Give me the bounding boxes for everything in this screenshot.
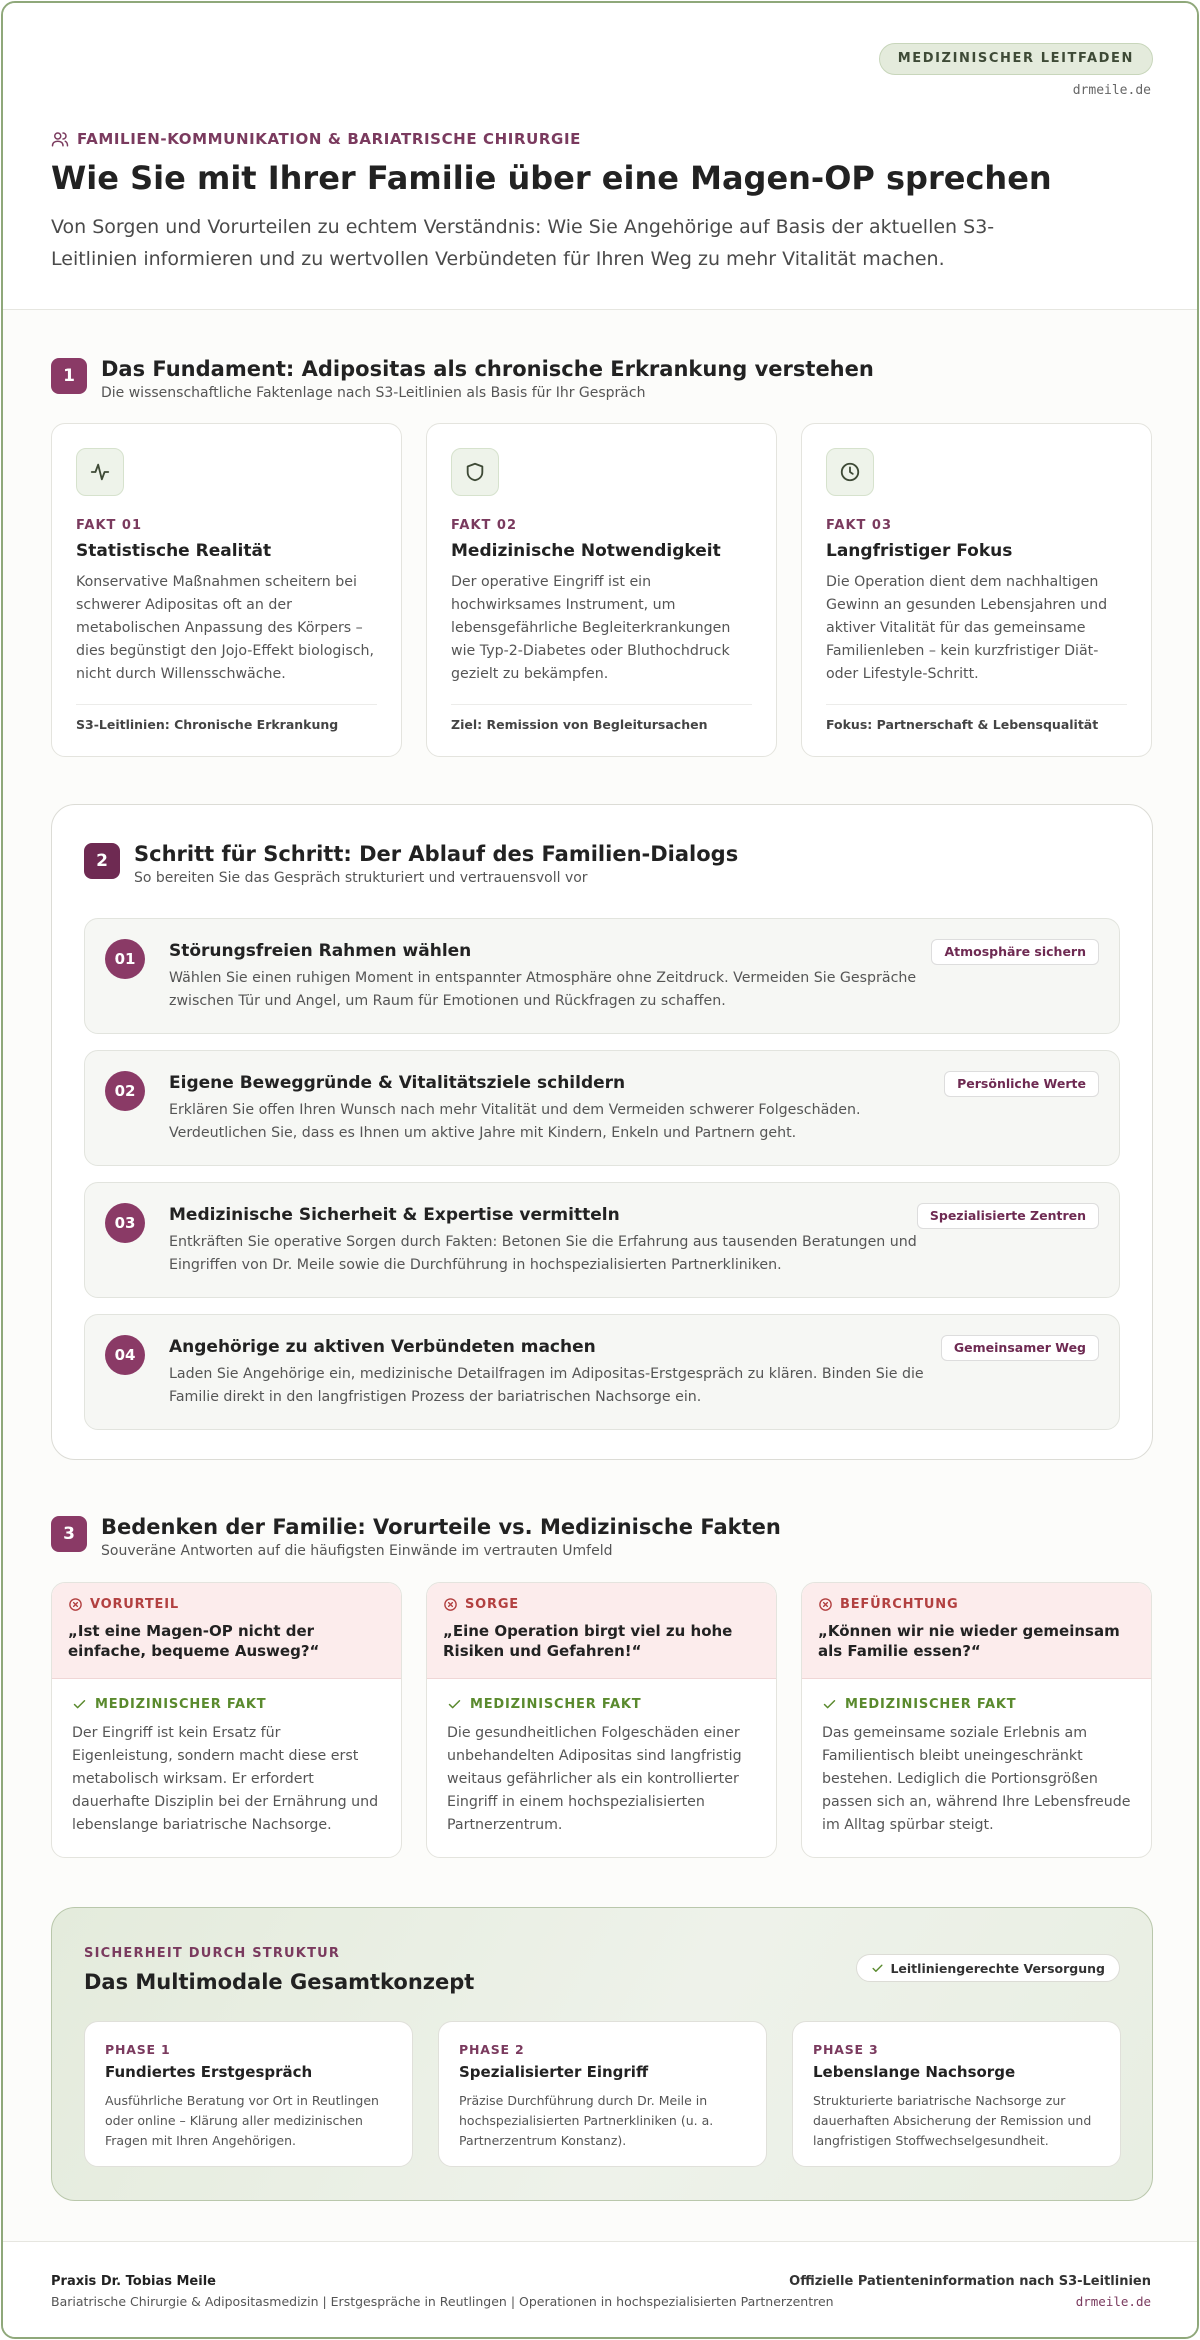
phase-card-2 <box>438 2021 767 2167</box>
phase-card-3 <box>792 2021 1121 2167</box>
fact-title: Statistische Realität <box>76 541 272 561</box>
fact-title: Medizinische Notwendigkeit <box>451 541 721 561</box>
step-item <box>84 1182 1120 1298</box>
concern-label: BEFÜRCHTUNG <box>840 1597 959 1612</box>
fact-card-1 <box>51 423 402 757</box>
check-icon <box>822 1697 837 1712</box>
section2-subtitle: So bereiten Sie das Gespräch strukturiert und vertrauensvoll vor <box>134 870 588 886</box>
medical-fact-label: MEDIZINISCHER FAKT <box>95 1697 267 1712</box>
shield-icon <box>464 461 486 483</box>
phase-card-1 <box>84 2021 413 2167</box>
step-tag: Spezialisierte Zentren <box>917 1203 1099 1229</box>
phase-title: Spezialisierter Eingriff <box>459 2063 649 2081</box>
step-number: 04 <box>105 1335 145 1375</box>
medical-fact-label: MEDIZINISCHER FAKT <box>845 1697 1017 1712</box>
concern-label: SORGE <box>465 1597 519 1612</box>
footer-practice-name: Praxis Dr. Tobias Meile <box>51 2274 216 2289</box>
concern-question: „Können wir nie wieder gemeinsam als Familie essen?“ <box>818 1622 1120 1660</box>
phase-title: Fundiertes Erstgespräch <box>105 2063 313 2081</box>
concept-kicker: SICHERHEIT DURCH STRUKTUR <box>84 1946 341 1961</box>
fact-text: Konservative Maßnahmen scheitern bei schwerer Adipositas oft an der metabolischen Anpassung des Körpers – dies begünstigt den Jojo-Effekt biologisch, nicht durch Willensschwäche. <box>76 574 375 682</box>
phase-text: Ausführliche Beratung vor Ort in Reutlingen oder online – Klärung aller medizinischen Fragen mit Ihren Angehörigen. <box>105 2093 379 2148</box>
users-icon <box>51 130 69 148</box>
section1-title: Das Fundament: Adipositas als chronische Erkrankung verstehen <box>101 357 874 381</box>
section3-number: 3 <box>51 1516 87 1552</box>
step-title: Angehörige zu aktiven Verbündeten machen <box>169 1337 596 1357</box>
fact-label: FAKT 03 <box>826 518 893 533</box>
step-tag: Atmosphäre sichern <box>931 939 1099 965</box>
section1-subtitle: Die wissenschaftliche Faktenlage nach S3-Leitlinien als Basis für Ihr Gespräch <box>101 385 646 401</box>
header-kicker <box>51 130 581 148</box>
concern-answer: Die gesundheitlichen Folgeschäden einer unbehandelten Adipositas sind langfristig weitaus gefährlicher als ein kontrollierter Eingriff in einem hochspezialisierten Partnerzentrum. <box>447 1725 742 1833</box>
header <box>3 3 1199 310</box>
check-icon <box>447 1697 462 1712</box>
section2-heading <box>84 841 738 886</box>
footer-info: Offizielle Patienteninformation nach S3-Leitlinien <box>789 2274 1151 2289</box>
phase-label: PHASE 1 <box>105 2042 171 2057</box>
fact-footer: S3-Leitlinien: Chronische Erkrankung <box>76 704 377 732</box>
fact-card-3 <box>801 423 1152 757</box>
step-text: Wählen Sie einen ruhigen Moment in entspannter Atmosphäre ohne Zeitdruck. Vermeiden Sie Gespräche zwischen Tür und Angel, um Raum für Emotionen und Rückfragen zu schaffen. <box>169 970 917 1009</box>
concern-card-1 <box>51 1582 402 1858</box>
step-text: Erklären Sie offen Ihren Wunsch nach mehr Vitalität und dem Vermeiden schwerer Folgeschäden. Verdeutlichen Sie, dass es Ihnen um aktive Jahre mit Kindern, Enkeln und Partnern geht. <box>169 1102 861 1141</box>
fact-card-2 <box>426 423 777 757</box>
guide-badge: MEDIZINISCHER LEITFADEN <box>879 43 1153 75</box>
section3-heading <box>51 1514 781 1559</box>
section2-number: 2 <box>84 843 120 879</box>
step-tag: Persönliche Werte <box>944 1071 1099 1097</box>
concern-question: „Ist eine Magen-OP nicht der einfache, bequeme Ausweg?“ <box>68 1622 320 1660</box>
header-domain: drmeile.de <box>1072 83 1151 98</box>
section2-title: Schritt für Schritt: Der Ablauf des Familien-Dialogs <box>134 842 739 866</box>
x-circle-icon <box>818 1597 833 1612</box>
fact-text: Die Operation dient dem nachhaltigen Gewinn an gesunden Lebensjahren und aktiver Vitalität für das gemeinsame Familienleben – kein kurzfristiger Diät- oder Lifestyle-Schritt. <box>826 574 1108 682</box>
step-item <box>84 918 1120 1034</box>
section1-heading <box>51 356 874 401</box>
section1-number: 1 <box>51 358 87 394</box>
step-number: 01 <box>105 939 145 979</box>
step-number: 02 <box>105 1071 145 1111</box>
phase-text: Strukturierte bariatrische Nachsorge zur dauerhaften Absicherung der Remission und langfristigen Stoffwechselgesundheit. <box>813 2093 1092 2148</box>
page-frame <box>1 1 1199 2339</box>
section3-title: Bedenken der Familie: Vorurteile vs. Medizinische Fakten <box>101 1515 781 1539</box>
step-title: Störungsfreien Rahmen wählen <box>169 941 472 961</box>
step-tag: Gemeinsamer Weg <box>941 1335 1099 1361</box>
concern-answer: Der Eingriff ist kein Ersatz für Eigenleistung, sondern macht diese erst metabolisch wirksam. Er erfordert dauerhafte Disziplin bei der Ernährung und lebenslange bariatrische Nachsorge. <box>72 1725 379 1833</box>
fact-label: FAKT 01 <box>76 518 143 533</box>
fact-footer: Fokus: Partnerschaft & Lebensqualität <box>826 704 1127 732</box>
concept-panel <box>51 1907 1153 2201</box>
phase-title: Lebenslange Nachsorge <box>813 2063 1016 2081</box>
step-title: Eigene Beweggründe & Vitalitätsziele schildern <box>169 1073 626 1093</box>
step-text: Entkräften Sie operative Sorgen durch Fakten: Betonen Sie die Erfahrung aus tausenden Beratungen und Eingriffen von Dr. Meile sowie die Durchführung in hochspezialisierten Partnerkliniken. <box>169 1234 917 1273</box>
dialog-steps-panel <box>51 804 1153 1460</box>
medical-fact-label: MEDIZINISCHER FAKT <box>470 1697 642 1712</box>
concern-question: „Eine Operation birgt viel zu hohe Risiken und Gefahren!“ <box>443 1622 733 1660</box>
footer <box>3 2241 1199 2339</box>
fact-label: FAKT 02 <box>451 518 518 533</box>
x-circle-icon <box>68 1597 83 1612</box>
phase-text: Präzise Durchführung durch Dr. Meile in hochspezialisierten Partnerkliniken (u. a. Partnerzentrum Konstanz). <box>459 2093 714 2148</box>
phase-label: PHASE 2 <box>459 2042 525 2057</box>
guideline-badge-text: Leitliniengerechte Versorgung <box>890 1960 1105 1976</box>
phase-label: PHASE 3 <box>813 2042 879 2057</box>
fact-footer: Ziel: Remission von Begleitursachen <box>451 704 752 732</box>
step-item <box>84 1314 1120 1430</box>
section3-subtitle: Souveräne Antworten auf die häufigsten Einwände im vertrauten Umfeld <box>101 1543 613 1559</box>
concern-card-2 <box>426 1582 777 1858</box>
footer-domain-link[interactable]: drmeile.de <box>1075 2294 1151 2309</box>
concern-card-3 <box>801 1582 1152 1858</box>
step-text: Laden Sie Angehörige ein, medizinische Detailfragen im Adipositas-Erstgespräch zu klären. Binden Sie die Familie direkt in den langfristigen Prozess der bariatrischen Nachsorge ein. <box>169 1366 924 1405</box>
activity-icon <box>89 461 111 483</box>
footer-description: Bariatrische Chirurgie & Adipositasmedizin | Erstgespräche in Reutlingen | Operationen in hochspezialisierten Partnerzentren <box>51 2294 834 2309</box>
step-item <box>84 1050 1120 1166</box>
guideline-badge <box>856 1954 1120 1982</box>
concept-title: Das Multimodale Gesamtkonzept <box>84 1970 475 1994</box>
fact-text: Der operative Eingriff ist ein hochwirksames Instrument, um lebensgefährliche Begleiterkrankungen wie Typ-2-Diabetes oder Bluthochdruck gezielt zu bekämpfen. <box>451 574 731 682</box>
step-number: 03 <box>105 1203 145 1243</box>
concern-answer: Das gemeinsame soziale Erlebnis am Familientisch bleibt uneingeschränkt bestehen. Lediglich die Portionsgrößen passen sich an, während Ihre Lebensfreude im Alltag spürbar steigt. <box>822 1725 1131 1833</box>
page-lead: Von Sorgen und Vorurteilen zu echtem Verständnis: Wie Sie Angehörige auf Basis der aktuellen S3-Leitlinien informieren und zu wertvollen Verbündeten für Ihren Weg zu mehr Vitalität machen. <box>51 216 995 270</box>
page-title: Wie Sie mit Ihrer Familie über eine Magen-OP sprechen <box>51 159 1052 197</box>
fact-title: Langfristiger Fokus <box>826 541 1013 561</box>
concern-label: VORURTEIL <box>90 1597 179 1612</box>
x-circle-icon <box>443 1597 458 1612</box>
header-kicker-text: FAMILIEN-KOMMUNIKATION & BARIATRISCHE CHIRURGIE <box>77 130 581 148</box>
check-icon <box>72 1697 87 1712</box>
clock-icon <box>839 461 861 483</box>
step-title: Medizinische Sicherheit & Expertise vermitteln <box>169 1205 620 1225</box>
check-icon <box>871 1962 884 1975</box>
